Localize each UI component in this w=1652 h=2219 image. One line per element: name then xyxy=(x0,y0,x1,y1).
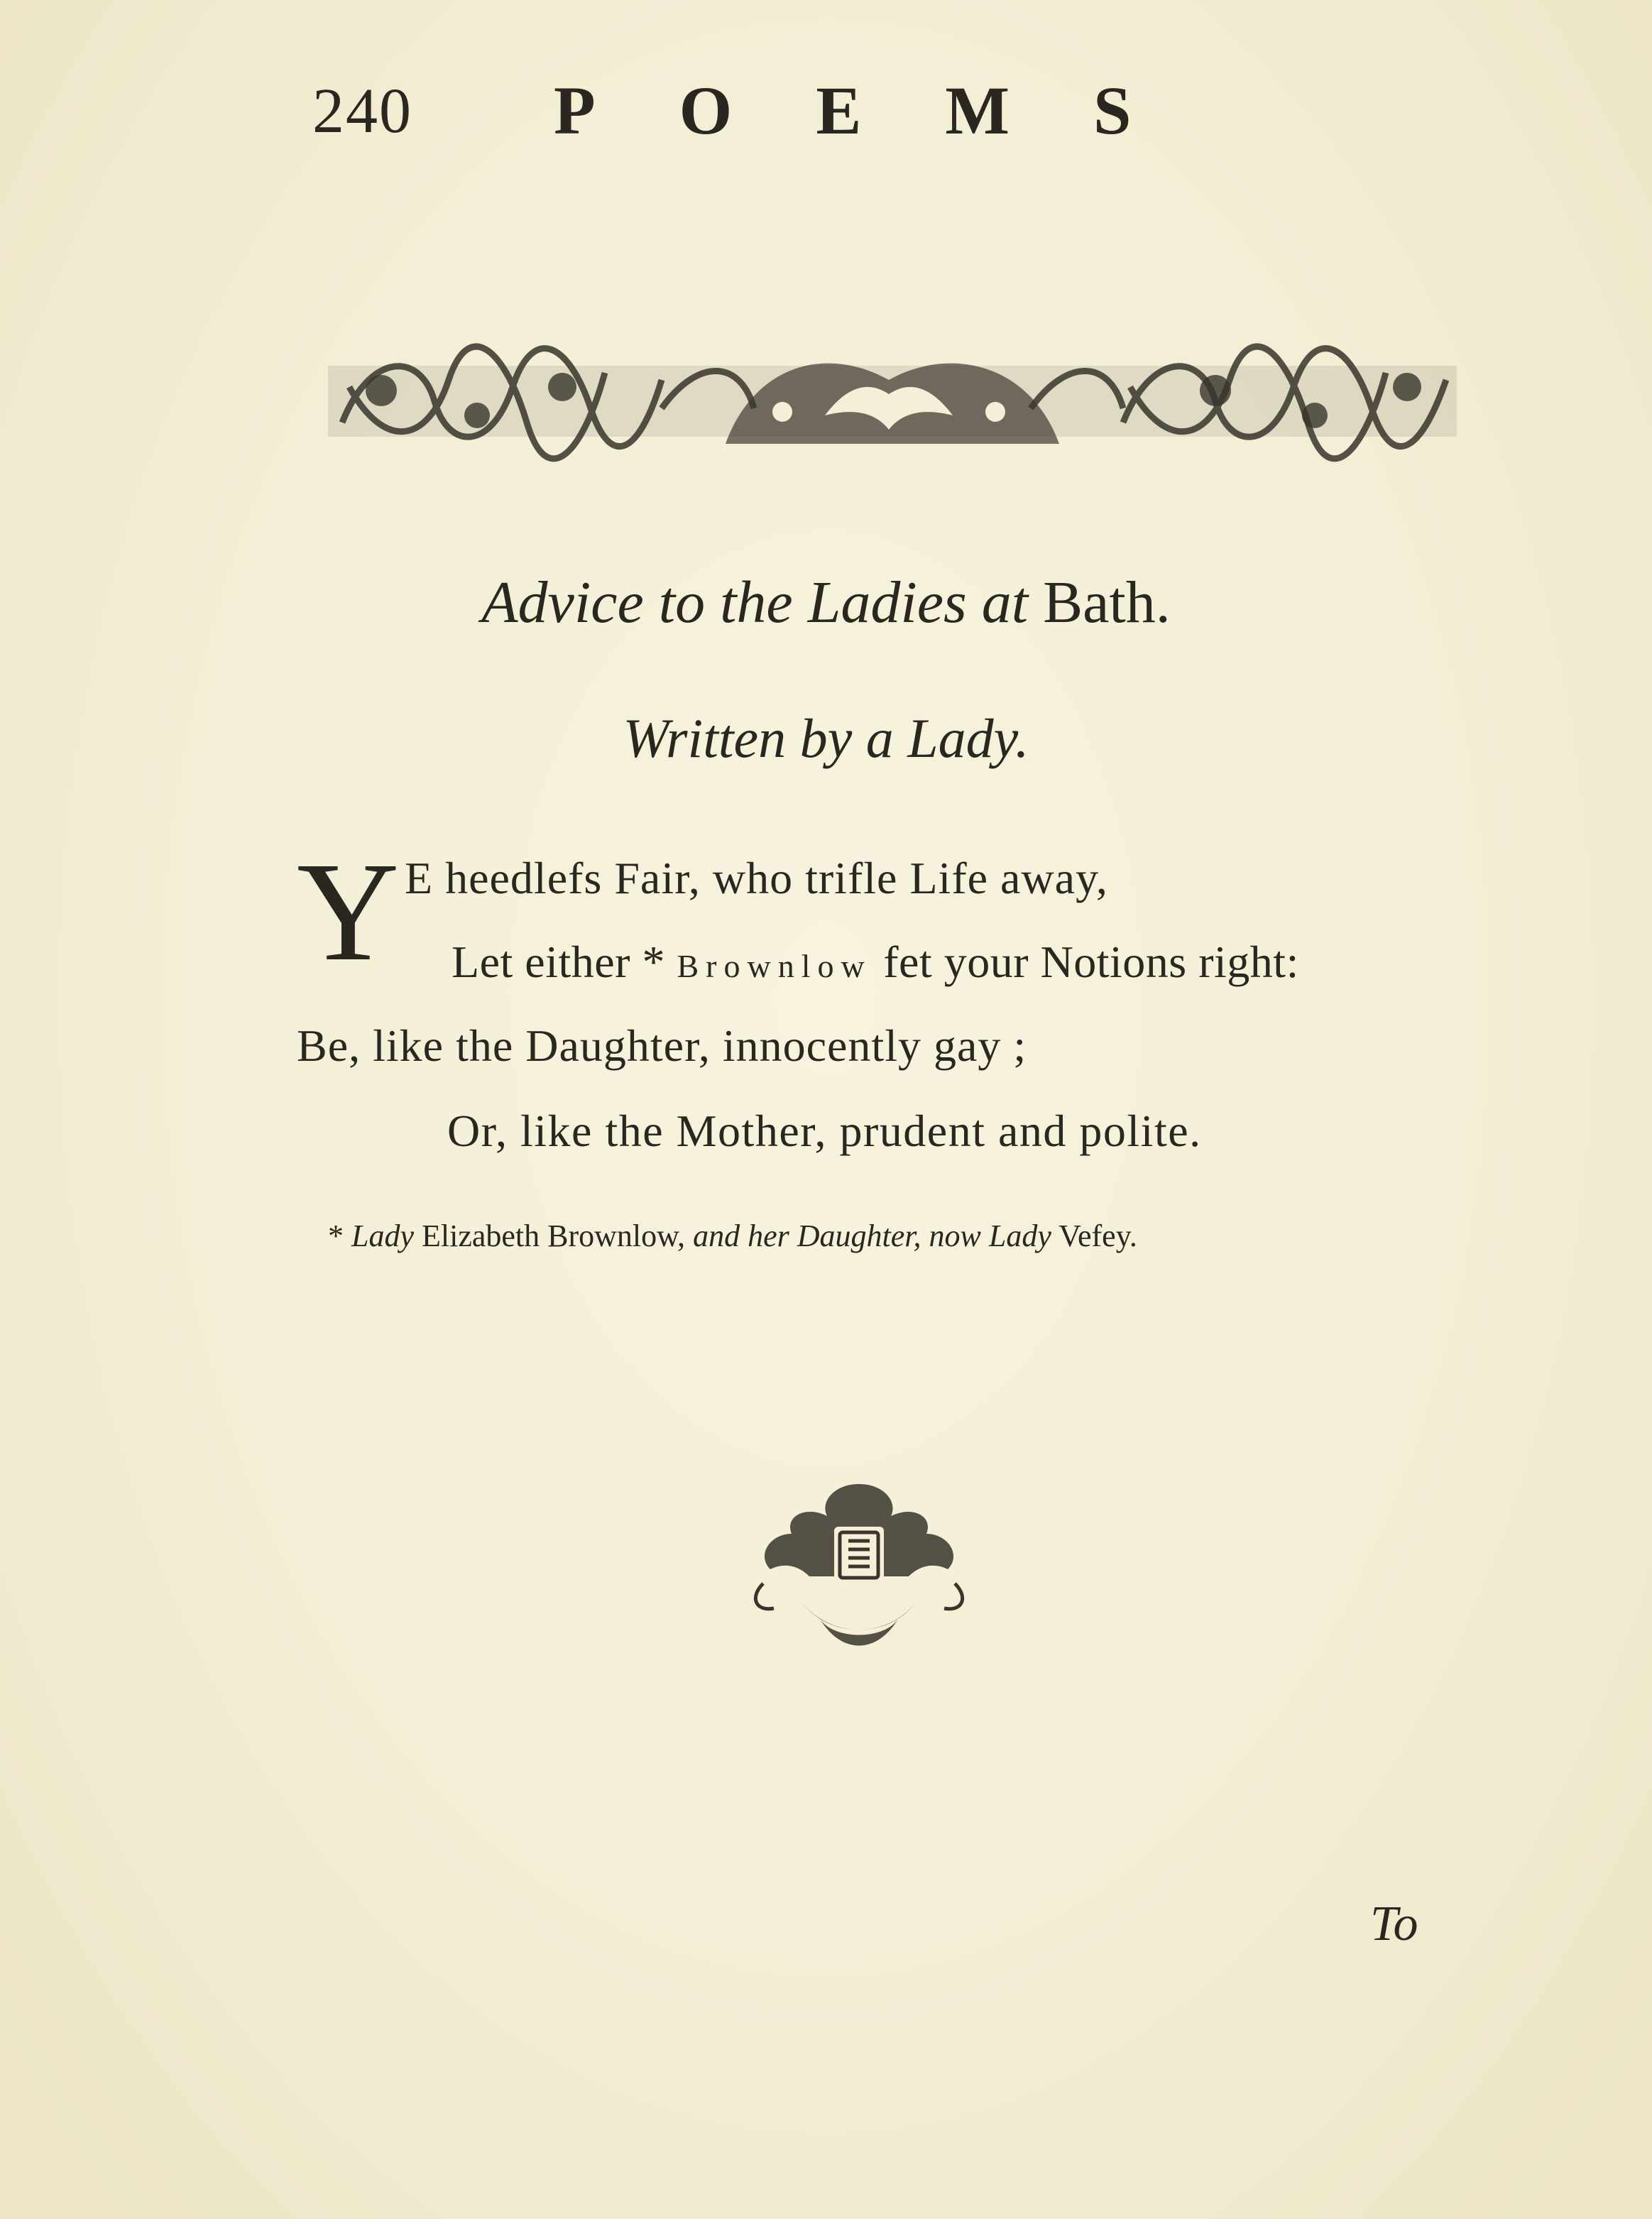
page-number: 240 xyxy=(312,76,412,146)
poem-title-italic: Advice to the Ladies at xyxy=(481,569,1029,636)
poem-line-2-after: fet your Notions right: xyxy=(871,937,1299,987)
poem-line-2-before: Let either * xyxy=(452,937,677,987)
headpiece-ornament xyxy=(328,337,1457,469)
footnote-part2: Elizabeth Brownlow, xyxy=(422,1218,686,1253)
poem-line-2-name: Brownlow xyxy=(677,948,872,984)
running-title: POEMS xyxy=(554,72,1215,148)
catchword: To xyxy=(1370,1897,1418,1951)
footnote-part1: Lady xyxy=(351,1218,414,1253)
footnote-marker: * xyxy=(328,1218,344,1253)
poem-subtitle: Written by a Lady. xyxy=(623,707,1029,769)
poem-line-4: Or, like the Mother, prudent and polite. xyxy=(447,1106,1202,1156)
footnote-part5: Vefey. xyxy=(1059,1218,1137,1253)
poem-line-2 xyxy=(452,936,1299,988)
drop-cap: Y xyxy=(297,834,400,991)
poem-line-3: Be, like the Daughter, innocently gay ; xyxy=(297,1020,1027,1071)
poem-line-1: E heedlefs Fair, who trifle Life away, xyxy=(405,853,1108,903)
footnote-part4: now Lady xyxy=(929,1218,1051,1253)
footnote xyxy=(328,1218,1137,1254)
poem-title xyxy=(0,568,1652,637)
poem-title-roman: Bath. xyxy=(1043,569,1171,636)
footnote-part3: and her Daughter, xyxy=(693,1218,921,1253)
tailpiece-ornament xyxy=(742,1477,976,1662)
